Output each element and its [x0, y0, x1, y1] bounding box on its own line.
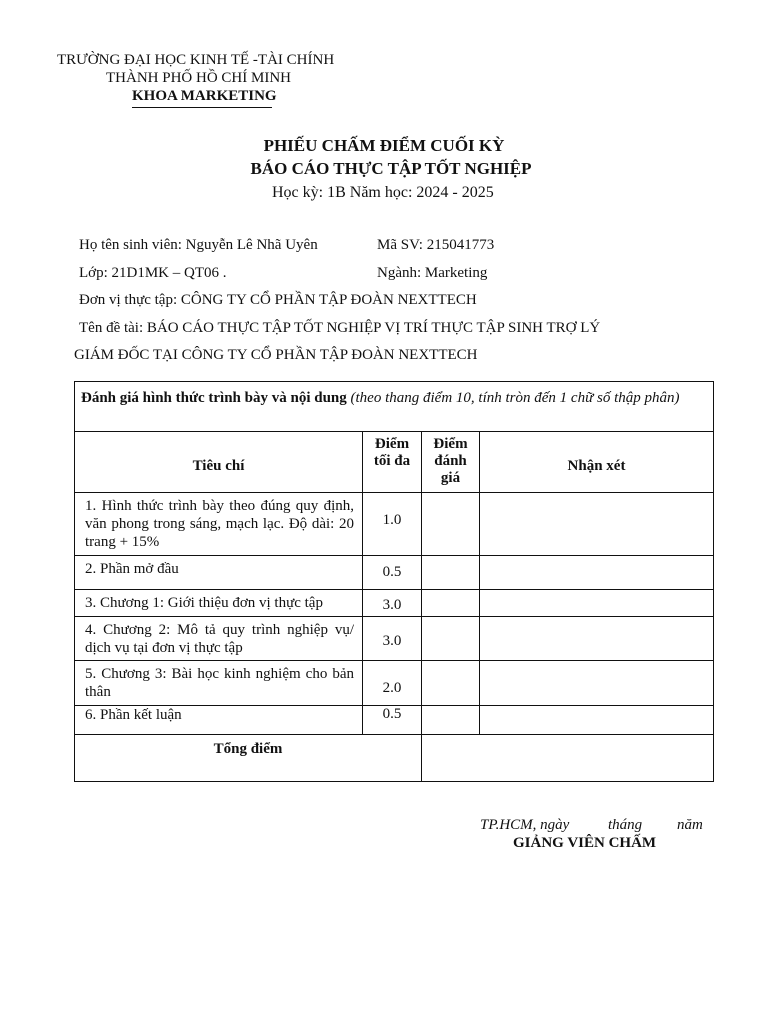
student-class: Lớp: 21D1MK – QT06 .	[79, 265, 227, 281]
header-max-line2: tối đa	[373, 453, 411, 469]
score-cell[interactable]	[422, 556, 480, 589]
table-row	[75, 590, 713, 617]
comment-cell[interactable]	[480, 617, 713, 660]
header-score	[422, 432, 480, 492]
total-row	[75, 735, 713, 781]
grading-table	[74, 381, 714, 782]
criteria-cell: 1. Hình thức trình bày theo đúng quy định, văn phong trong sáng, mạch lạc. Độ dài: 20 trang + 15%	[75, 493, 363, 555]
signer-title: GIẢNG VIÊN CHẤM	[513, 835, 657, 851]
table-intro-bold: Đánh giá hình thức trình bày và nội dung	[81, 390, 347, 406]
max-score-cell: 0.5	[363, 706, 422, 734]
table-row	[75, 493, 713, 556]
comment-cell[interactable]	[480, 556, 713, 589]
date-place: TP.HCM, ngày	[480, 817, 570, 833]
department-name: KHOA MARKETING	[132, 88, 272, 108]
comment-cell[interactable]	[480, 661, 713, 705]
total-label: Tổng điểm	[75, 735, 422, 781]
header-criteria: Tiêu chí	[75, 432, 363, 492]
score-cell[interactable]	[422, 706, 480, 734]
max-score-cell: 3.0	[363, 590, 422, 616]
criteria-cell: 2. Phần mở đầu	[75, 556, 363, 589]
max-score-cell: 2.0	[363, 661, 422, 705]
max-score-cell: 0.5	[363, 556, 422, 589]
table-row	[75, 617, 713, 661]
comment-cell[interactable]	[480, 493, 713, 555]
header-max-score	[363, 432, 422, 492]
max-score-cell: 1.0	[363, 493, 422, 555]
report-title: BÁO CÁO THỰC TẬP TỐT NGHIỆP	[250, 159, 532, 178]
school-name-line1: TRƯỜNG ĐẠI HỌC KINH TẾ -TÀI CHÍNH	[57, 52, 335, 68]
date-year: năm	[677, 817, 703, 833]
total-score-cell[interactable]	[422, 735, 713, 781]
comment-cell[interactable]	[480, 590, 713, 616]
table-intro	[75, 382, 713, 432]
header-score-line3: giá	[440, 470, 461, 486]
date-month: tháng	[608, 817, 643, 833]
term-info: Học kỳ: 1B Năm học: 2024 - 2025	[272, 184, 494, 201]
internship-unit: Đơn vị thực tập: CÔNG TY CỔ PHẦN TẬP ĐOÀN NEXTTECH	[79, 292, 477, 308]
score-cell[interactable]	[422, 590, 480, 616]
student-id: Mã SV: 215041773	[377, 237, 495, 253]
criteria-cell: 5. Chương 3: Bài học kinh nghiệm cho bản thân	[75, 661, 363, 705]
student-name: Họ tên sinh viên: Nguyễn Lê Nhã Uyên	[79, 237, 318, 253]
table-row	[75, 661, 713, 706]
header-max-line1: Điểm	[374, 436, 410, 452]
header-score-line1: Điểm	[433, 436, 468, 452]
score-cell[interactable]	[422, 661, 480, 705]
score-cell[interactable]	[422, 493, 480, 555]
criteria-cell: 6. Phần kết luận	[75, 706, 363, 734]
school-name-line2: THÀNH PHỐ HỒ CHÍ MINH	[106, 70, 291, 86]
max-score-cell: 3.0	[363, 617, 422, 660]
score-cell[interactable]	[422, 617, 480, 660]
header-comment: Nhận xét	[567, 458, 626, 474]
table-row	[75, 706, 713, 735]
table-intro-italic: (theo thang điểm 10, tính tròn đến 1 chữ số thập phân)	[346, 390, 680, 406]
header-score-line2: đánh	[434, 453, 467, 469]
table-row	[75, 556, 713, 590]
criteria-cell: 4. Chương 2: Mô tả quy trình nghiệp vụ/ dịch vụ tại đơn vị thực tập	[75, 617, 363, 660]
topic-line2: GIÁM ĐỐC TẠI CÔNG TY CỔ PHẦN TẬP ĐOÀN NEXTTECH	[74, 347, 478, 363]
criteria-cell: 3. Chương 1: Giới thiệu đơn vị thực tập	[75, 590, 363, 616]
form-title: PHIẾU CHẤM ĐIỂM CUỐI KỲ	[263, 136, 505, 155]
comment-cell[interactable]	[480, 706, 713, 734]
student-major: Ngành: Marketing	[377, 265, 488, 281]
topic-line1: Tên đề tài: BÁO CÁO THỰC TẬP TỐT NGHIỆP VỊ TRÍ THỰC TẬP SINH TRỢ LÝ	[79, 320, 601, 336]
table-header-row	[75, 432, 713, 493]
